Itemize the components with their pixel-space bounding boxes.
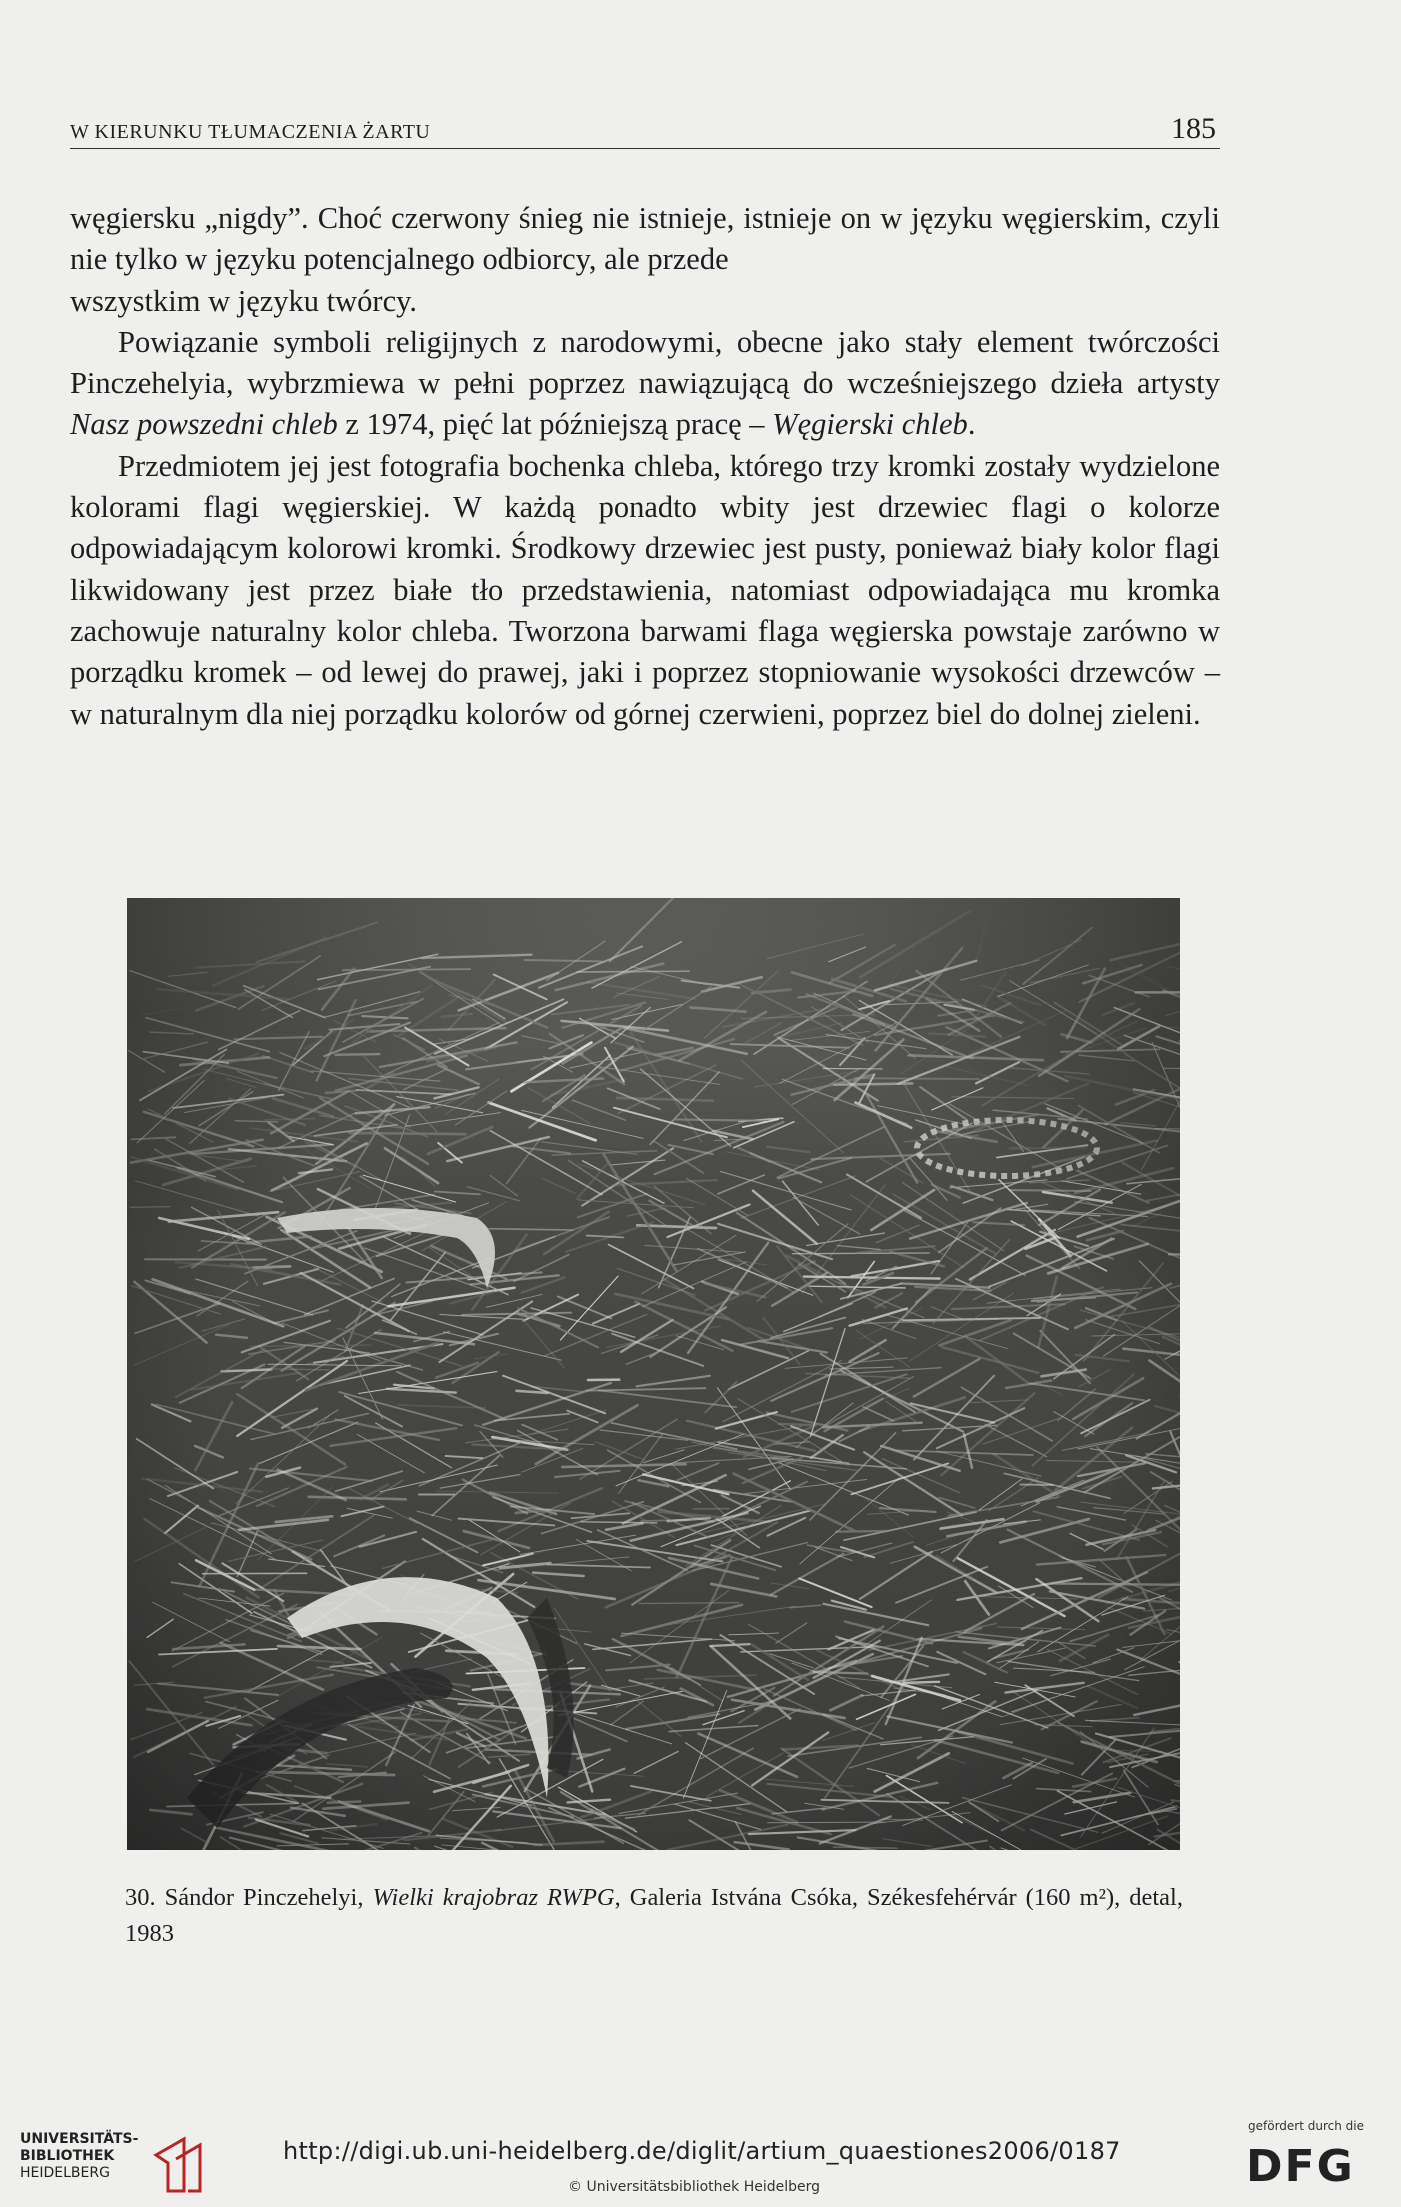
source-url-link[interactable]: http://digi.ub.uni-heidelberg.de/diglit/artium_quaestiones2006/0187 — [283, 2137, 1121, 2165]
p2-italic-title-1: Nasz powszedni chleb — [70, 407, 338, 442]
funded-by-label: gefördert durch die — [1248, 2119, 1364, 2133]
library-line-3: HEIDELBERG — [20, 2165, 110, 2181]
digitization-footer — [0, 2095, 1401, 2207]
paragraph-3 — [70, 446, 1220, 735]
straw-field-photo — [127, 898, 1180, 1850]
library-line-2: BIBLIOTHEK — [20, 2148, 115, 2164]
caption-details: , Galeria Istvána Csóka, Székesfehérvár (160 m²), detal, 1983 — [125, 1884, 1183, 1947]
paragraph-1 — [70, 198, 1220, 322]
dfg-logo: DFG — [1246, 2141, 1355, 2192]
p1-line-1: węgiersku „nigdy”. Choć czerwony śnieg nie istnieje, istnieje on w języku — [70, 201, 993, 235]
show-through-ghost — [1210, 880, 1390, 1980]
figure-photograph — [127, 898, 1180, 1850]
p2-text-b: z 1974, pięć lat późniejszą pracę – — [337, 407, 773, 442]
library-line-1: UNIVERSITÄTS- — [20, 2131, 139, 2147]
paragraph-2 — [70, 322, 1220, 446]
running-title: W KIERUNKU TŁUMACZENIA ŻARTU — [70, 121, 431, 143]
heidelberg-library-logo — [20, 2131, 240, 2195]
caption-number: 30. — [125, 1884, 156, 1911]
running-head — [70, 112, 1220, 149]
caption-work-title: Wielki krajobraz RWPG — [372, 1884, 615, 1911]
p2-text-a: Powiązanie symboli religijnych z narodowymi, obecne jako stały element twórczości Pinczehelyia, wybrzmiewa w pełni poprzez nawiązującą do wcześniejszego dzieła artysty — [70, 324, 1220, 401]
library-mark-icon — [148, 2135, 212, 2195]
p2-italic-title-2: Węgierski chleb — [772, 407, 968, 442]
p3-text: Przedmiotem jej jest fotografia bochenka chleba, którego trzy kromki zostały wydzielone kolorami flagi węgierskiej. W każdą ponadto wbity jest drzewiec flagi o kolorze odpowiadającym kolorowi kromki. Środkowy drzewiec jest pusty, ponieważ biały kolor flagi likwidowany jest przez białe tło przedstawienia, natomiast odpowiadająca mu kromka zachowuje naturalny kolor chleba. Tworzona barwami flaga węgierska powstaje zarówno w porządku kromek – od lewej do prawej, jaki i poprzez stopniowanie wysokości drzewców – w naturalnym dla niej porządku kolorów od górnej czerwieni, poprzez biel do dolnej zieleni. — [70, 448, 1220, 731]
page-number: 185 — [1171, 112, 1216, 145]
figure-caption — [125, 1880, 1183, 1952]
body-text — [70, 198, 1220, 735]
p1-line-3: wszystkim w języku twórcy. — [70, 283, 418, 318]
caption-artist: Sándor Pinczehelyi, — [155, 1884, 373, 1911]
p2-text-c: . — [967, 407, 976, 442]
copyright-notice: © Universitätsbibliothek Heidelberg — [568, 2179, 821, 2195]
p1-line-2: węgierskim, czyli nie tylko w języku potencjalnego odbiorcy, ale przede — [70, 201, 1220, 277]
